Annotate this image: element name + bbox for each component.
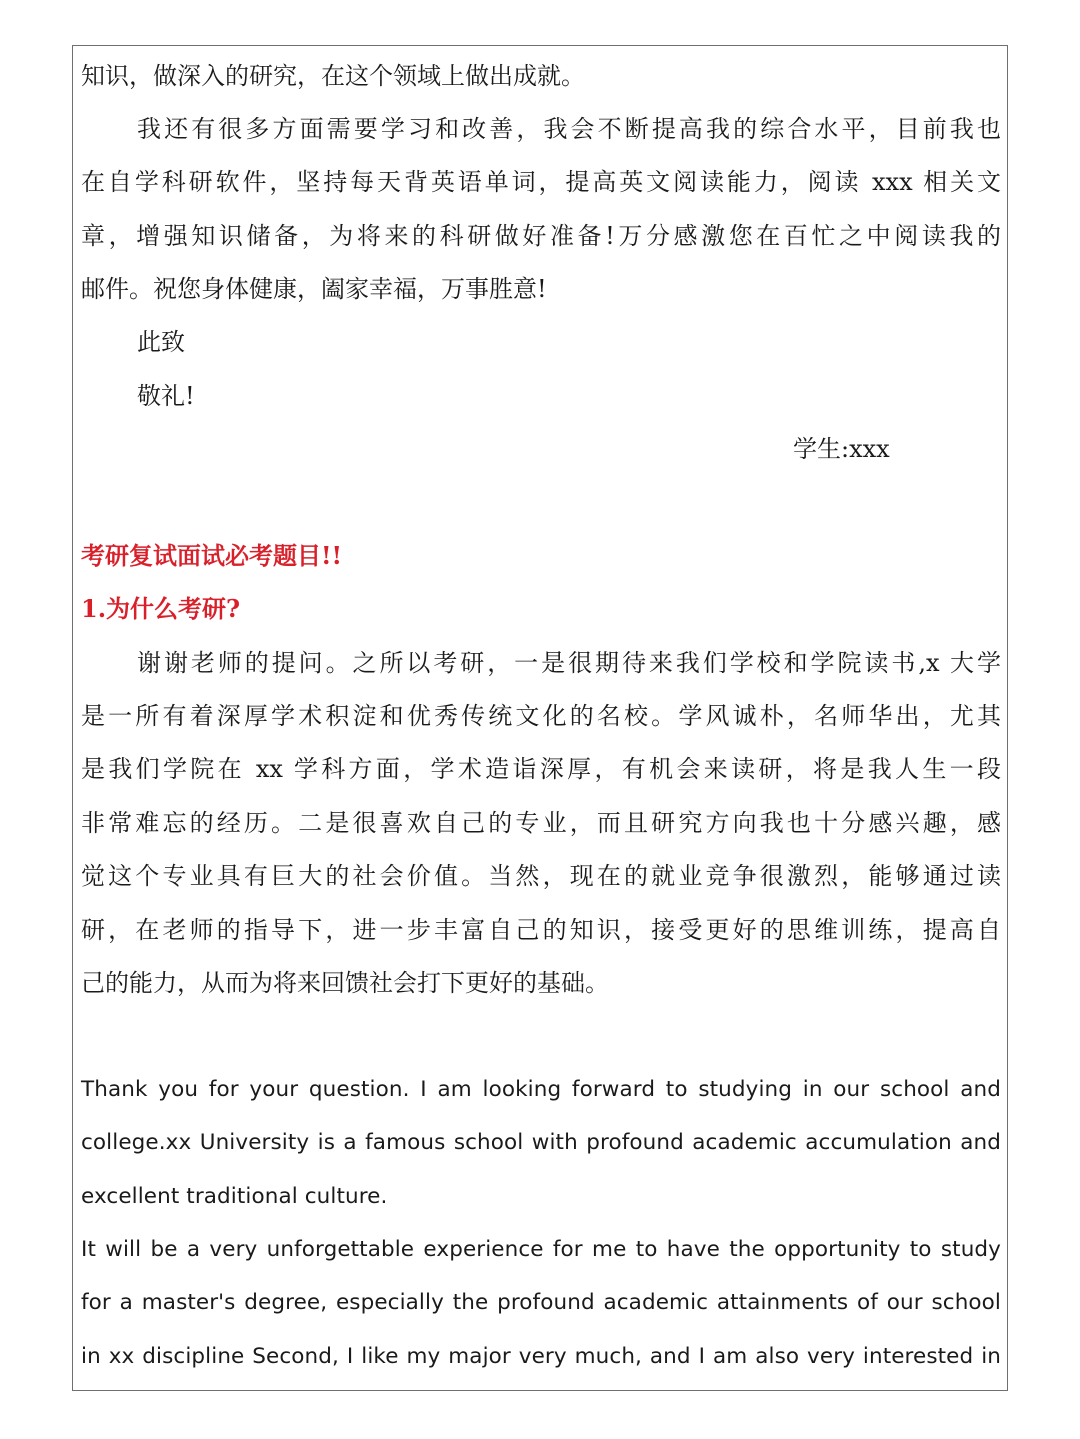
answer-en-line: It will be a very unforgettable experience for me to have the opportunity to study xyxy=(81,1237,1001,1262)
signature: 学生:xxx xyxy=(793,435,890,463)
letter-line: 我还有很多方面需要学习和改善，我会不断提高我的综合水平，目前我也 xyxy=(137,115,1001,143)
answer-cn-line: 是我们学院在 xx 学科方面，学术造诣深厚，有机会来读研，将是我人生一段 xyxy=(81,755,1001,783)
answer-cn-line: 觉这个专业具有巨大的社会价值。当然，现在的就业竞争很激烈，能够通过读 xyxy=(81,862,1001,890)
section-heading: 考研复试面试必考题目!! xyxy=(81,541,343,570)
letter-line: 知识，做深入的研究，在这个领域上做出成就。 xyxy=(81,62,585,90)
letter-line: 邮件。祝您身体健康，阖家幸福，万事胜意! xyxy=(81,275,547,303)
answer-en-line: for a master's degree, especially the profound academic attainments of our school xyxy=(81,1290,1001,1315)
answer-en-line: excellent traditional culture. xyxy=(81,1184,388,1209)
answer-en-line: Thank you for your question. I am looking forward to studying in our school and xyxy=(81,1077,1001,1102)
answer-cn-line: 是一所有着深厚学术积淀和优秀传统文化的名校。学风诚朴，名师华出，尤其 xyxy=(81,702,1001,730)
closing-salutation: 此致 xyxy=(137,328,185,356)
closing-respect: 敬礼! xyxy=(137,382,195,410)
answer-en-line: in xx discipline Second, I like my major very much, and I am also very interested in xyxy=(81,1344,1001,1369)
answer-cn-line: 谢谢老师的提问。之所以考研，一是很期待来我们学校和学院读书,x 大学 xyxy=(137,649,1001,677)
answer-cn-line: 研，在老师的指导下，进一步丰富自己的知识，接受更好的思维训练，提高自 xyxy=(81,916,1001,944)
letter-line: 在自学科研软件，坚持每天背英语单词，提高英文阅读能力，阅读 xxx 相关文 xyxy=(81,168,1001,196)
question-title: 1.为什么考研? xyxy=(81,594,241,623)
answer-cn-line: 非常难忘的经历。二是很喜欢自己的专业，而且研究方向我也十分感兴趣，感 xyxy=(81,809,1001,837)
document-page xyxy=(72,45,1008,1391)
answer-en-line: college.xx University is a famous school with profound academic accumulation and xyxy=(81,1130,1001,1155)
answer-cn-line: 己的能力，从而为将来回馈社会打下更好的基础。 xyxy=(81,969,609,997)
letter-line: 章，增强知识储备，为将来的科研做好准备!万分感激您在百忙之中阅读我的 xyxy=(81,222,1001,250)
